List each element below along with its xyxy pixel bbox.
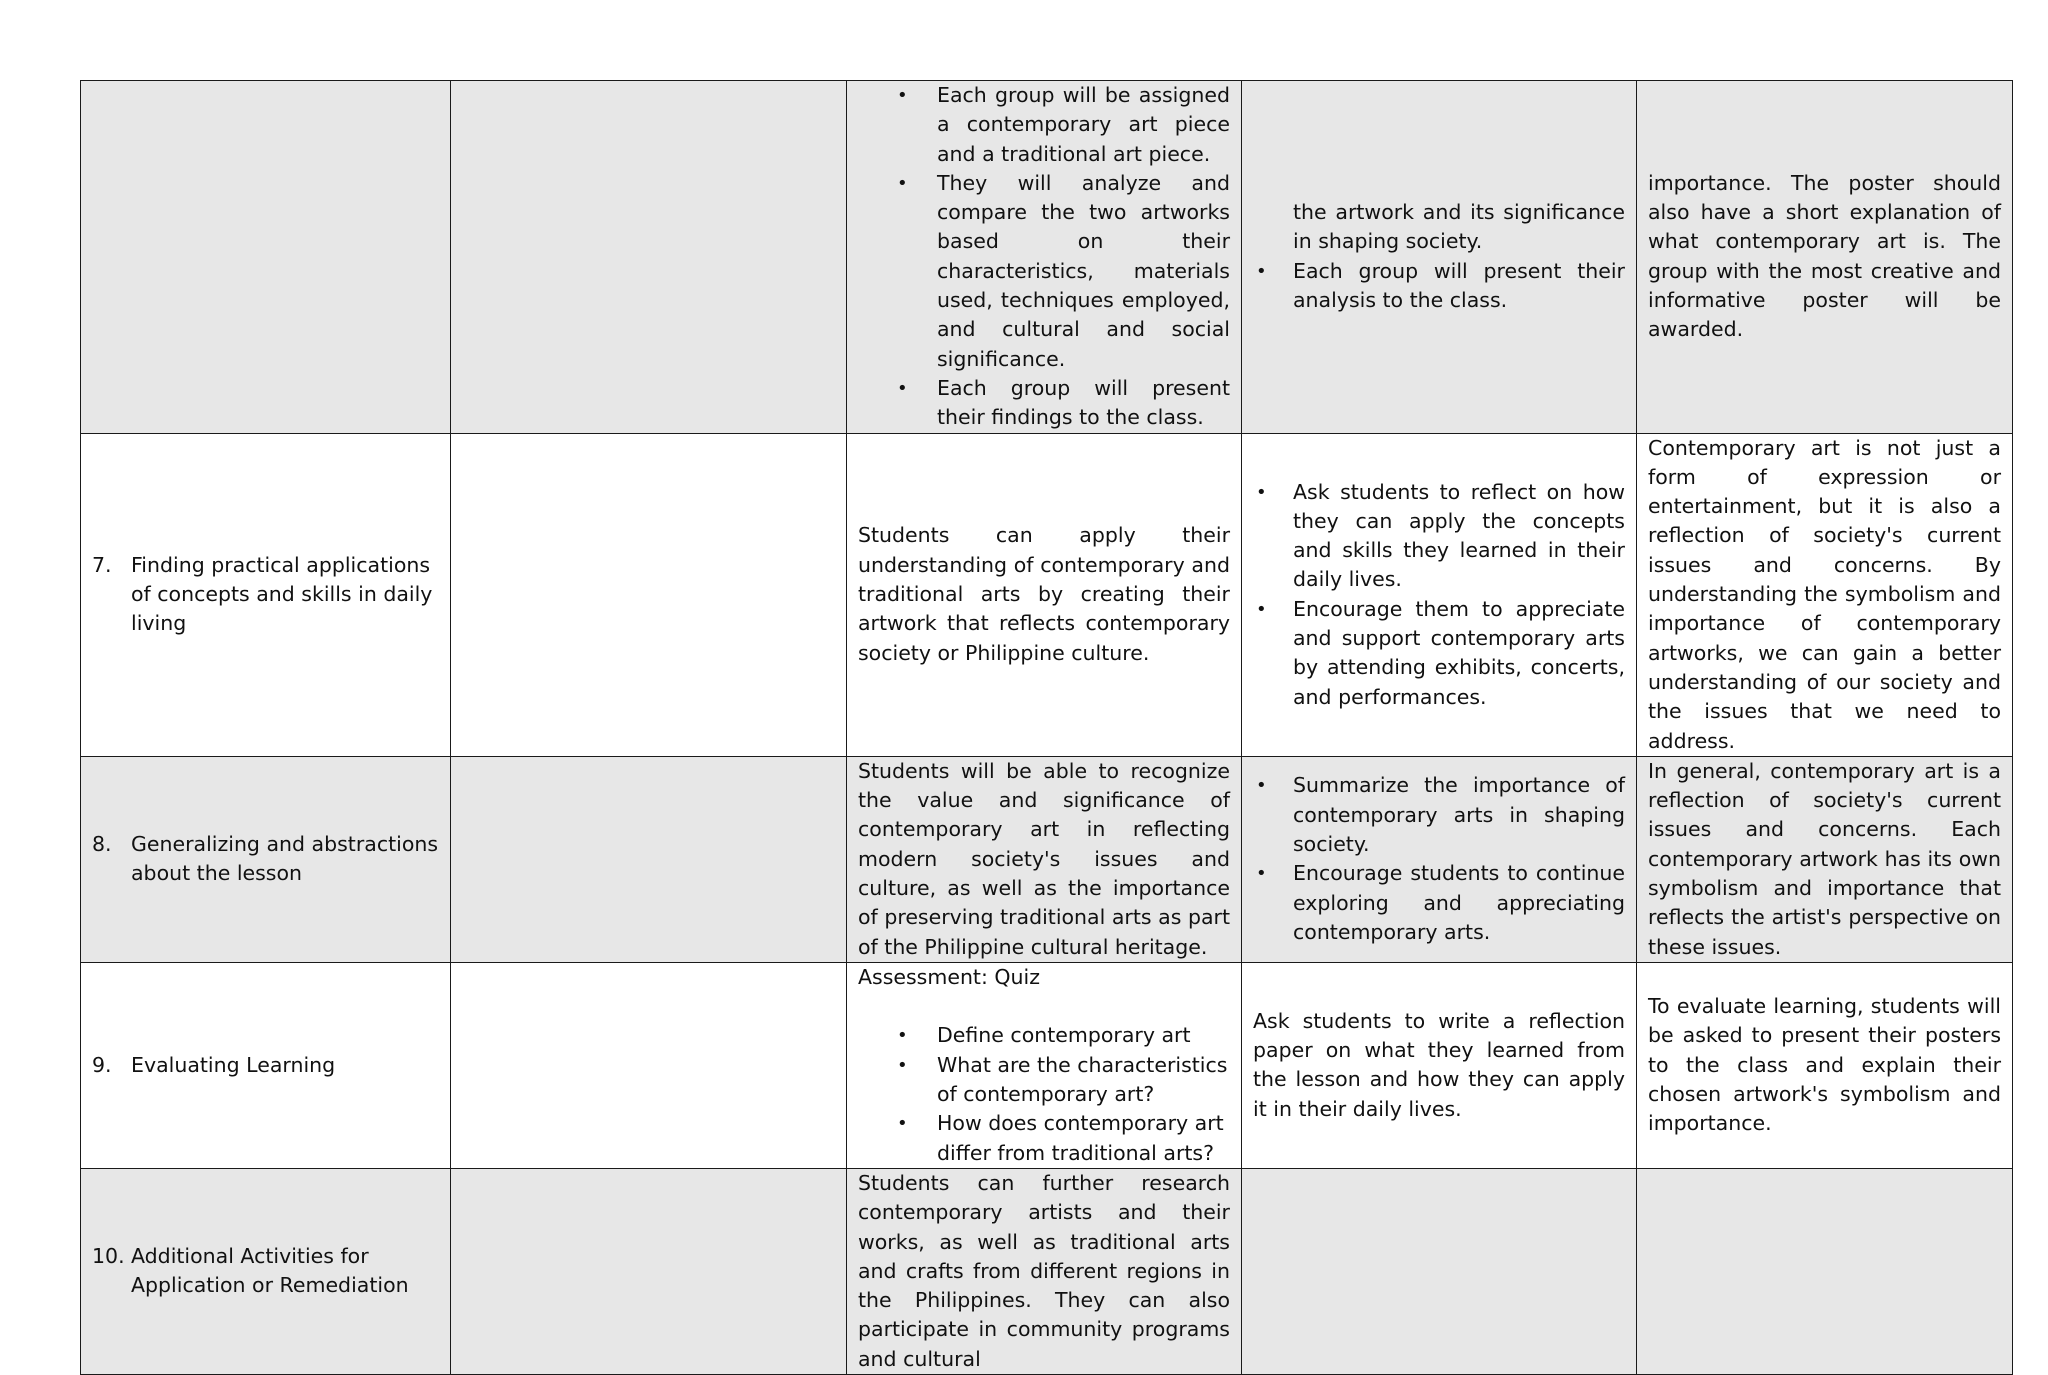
activity-label: Evaluating Learning (131, 1052, 336, 1077)
step-number: 9. (92, 1052, 112, 1077)
procedure-cell (847, 81, 1242, 434)
bullet-list (1253, 771, 1625, 947)
list-item: • They will analyze and compare the two artworks based on their characteristics, materials used, techniques employed, and cultural and social significance. (897, 170, 1230, 371)
blank-cell (451, 81, 847, 434)
bullet-list (1253, 478, 1625, 712)
strategy-cell (1242, 433, 1637, 756)
bullet-list (1253, 198, 1625, 315)
table-row (81, 433, 2013, 756)
activity-cell (81, 81, 451, 434)
list-item: • Encourage students to continue exploring and appreciating contemporary arts. (1256, 861, 1625, 944)
strategy-cell (1242, 81, 1637, 434)
blank-cell (451, 433, 847, 756)
table-row (81, 1168, 2013, 1374)
list-item: • How does contemporary art differ from traditional arts? (897, 1111, 1224, 1165)
procedure-cell: Students can apply their understanding of contemporary and traditional arts by creating their artwork that reflects contemporary society or Philippine culture. (847, 433, 1242, 756)
bullet-icon: • (897, 1113, 908, 1135)
step-number: 10. (92, 1244, 125, 1269)
lesson-plan-table (80, 80, 2013, 1375)
bullet-icon: • (1256, 260, 1267, 282)
activity-cell (81, 962, 451, 1168)
lesson-plan-page (80, 80, 2012, 1371)
activity-label: Generalizing and abstractions about the lesson (131, 832, 439, 886)
activity-cell (81, 756, 451, 962)
activity-cell (81, 433, 451, 756)
procedure-cell: Students will be able to recognize the value and significance of contemporary art in reflecting modern society's issues and culture, as well as the importance of preserving traditional arts as part of the Philippine cultural heritage. (847, 756, 1242, 962)
bullet-icon: • (897, 172, 908, 194)
bullet-list (858, 81, 1230, 433)
bullet-icon: • (1256, 598, 1267, 620)
strategy-cell: Ask students to write a reflection paper on what they learned from the lesson and how they can apply it in their daily lives. (1242, 962, 1637, 1168)
list-item: the artwork and its significance in shaping society. (1293, 200, 1625, 254)
notes-cell: To evaluate learning, students will be asked to present their posters to the class and explain their chosen artwork's symbolism and importance. (1637, 962, 2013, 1168)
blank-cell (1242, 1168, 1637, 1374)
bullet-icon: • (1256, 481, 1267, 503)
list-item: • Encourage them to appreciate and support contemporary arts by attending exhibits, concerts, and performances. (1256, 596, 1625, 709)
bullet-list (858, 1021, 1230, 1167)
table-row (81, 756, 2013, 962)
bullet-icon: • (897, 1025, 908, 1047)
table-row (81, 962, 2013, 1168)
list-item: • Ask students to reflect on how they can apply the concepts and skills they learned in their daily lives. (1256, 479, 1625, 592)
activity-cell (81, 1168, 451, 1374)
list-item: • What are the characteristics of contemporary art? (897, 1052, 1228, 1106)
blank-cell (451, 756, 847, 962)
bullet-icon: • (897, 1054, 908, 1076)
notes-cell: In general, contemporary art is a reflection of society's current issues and concerns. Each contemporary artwork has its own symbolism and importance that reflects the artist's perspective on these issues. (1637, 756, 2013, 962)
list-item: • Each group will present their findings to the class. (897, 375, 1230, 430)
bullet-icon: • (897, 377, 908, 399)
list-item: • Each group will present their analysis to the class. (1256, 258, 1625, 313)
activity-label: Finding practical applications of concepts and skills in daily living (131, 552, 433, 636)
list-item: • Summarize the importance of contemporary arts in shaping society. (1256, 773, 1625, 857)
bullet-icon: • (897, 85, 908, 106)
list-item: • Each group will be assigned a contemporary art piece and a traditional art piece. (897, 83, 1230, 166)
list-item: • Define contemporary art (937, 1021, 1230, 1050)
blank-cell (451, 1168, 847, 1374)
step-number: 8. (92, 832, 112, 857)
bullet-icon: • (1256, 863, 1267, 885)
procedure-cell: Students can further research contemporary artists and their works, as well as traditional arts and crafts from different regions in the Philippines. They can also participate in community programs and cultural (847, 1168, 1242, 1374)
bullet-icon: • (1256, 775, 1267, 797)
notes-cell: Contemporary art is not just a form of expression or entertainment, but it is also a reflection of society's current issues and concerns. By understanding the symbolism and importance of contemporary artworks, we can gain a better understanding of our society and the issues that we need to address. (1637, 433, 2013, 756)
step-number: 7. (92, 552, 112, 577)
blank-cell (1637, 1168, 2013, 1374)
blank-cell (451, 962, 847, 1168)
strategy-cell (1242, 756, 1637, 962)
procedure-cell (847, 962, 1242, 1168)
table-row (81, 81, 2013, 434)
assessment-heading: Assessment: Quiz (858, 965, 1040, 990)
notes-cell: importance. The poster should also have a short explanation of what contemporary art is. The group with the most creative and informative poster will be awarded. (1637, 81, 2013, 434)
activity-label: Additional Activities for Application or Remediation (131, 1244, 409, 1298)
